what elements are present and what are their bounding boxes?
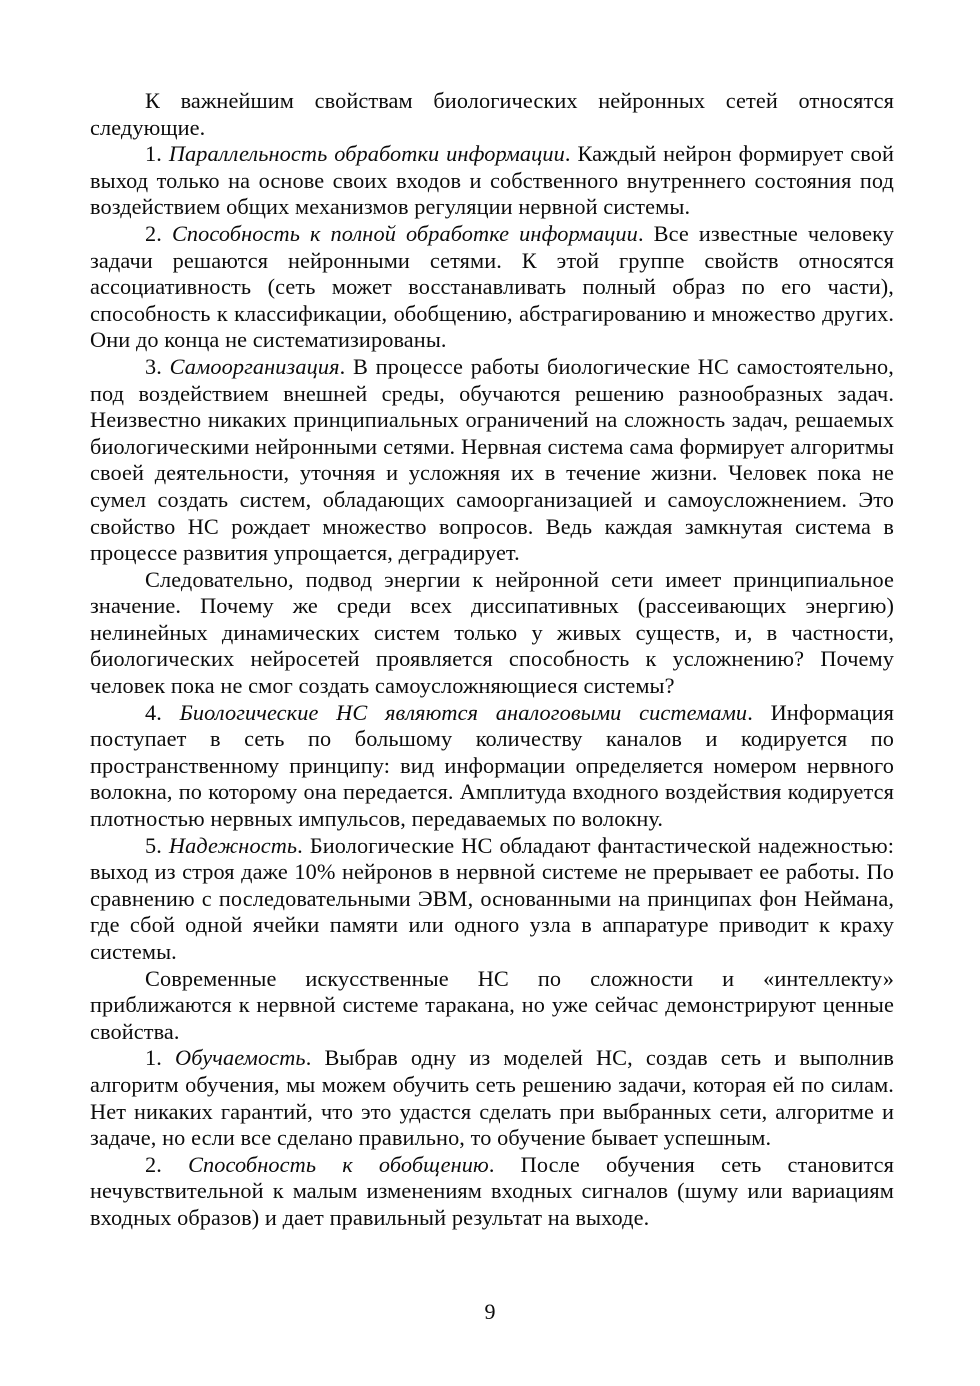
paragraph-item-2-generalization xyxy=(90,1152,894,1232)
item-title-italic: Самоорганизация xyxy=(169,353,340,379)
list-number: 4. xyxy=(145,699,180,725)
item-title-italic: Обучаемость xyxy=(175,1045,306,1071)
paragraph-item-5-reliability xyxy=(90,833,894,966)
paragraph-item-2-full-processing xyxy=(90,221,894,354)
paragraph-text: . После обучения сеть становится нечувствительной к малым изменениям входных сигналов (шуму или вариациям входных образов) и дает правильный результат на выходе. xyxy=(90,1151,894,1230)
paragraph-item-4-analog-systems xyxy=(90,700,894,833)
paragraph-item-1-parallelism xyxy=(90,141,894,221)
page-number: 9 xyxy=(484,1299,496,1324)
paragraph-text: . Все известные человеку задачи решаются нейронными сетями. К этой группе свойств относятся ассоциативность (сеть может восстанавливать полный образ по его части), способность к классификации, обобщению, абстрагированию и множество других. Они до конца не систематизированы. xyxy=(90,220,894,353)
item-title-italic: Способность к полной обработке информации xyxy=(171,220,638,246)
list-number: 1. xyxy=(145,1045,176,1071)
paragraph-text: . Выбрав одну из моделей НС, создав сеть и выполнив алгоритм обучения, мы можем обучить сеть решению задачи, которая ей по силам. Нет никаких гарантий, что это удастся сделать при выбранных сети, алгоритме и задаче, но если все сделано правильно, то обучение бывает успешным. xyxy=(90,1045,894,1151)
body-text xyxy=(90,88,894,1232)
list-number: 2. xyxy=(145,220,172,246)
paragraph-text: . Биологические НС обладают фантастической надежностью: выход из строя даже 10% нейронов в нервной системе не прерывает ее работы. По сравнению с последовательными ЭВМ, основанными на принципах фон Неймана, где сбой одной ячейки памяти или одного узла в аппаратуре приводит к краху системы. xyxy=(90,832,894,964)
paragraph-item-1-learnability xyxy=(90,1045,894,1151)
paragraph-energy xyxy=(90,567,894,700)
paragraph-text: . Каждый нейрон формирует свой выход только на основе своих входов и собственного внутреннего состояния под воздействием общих механизмов регуляции нервной системы. xyxy=(90,141,894,220)
list-number: 2. xyxy=(145,1151,189,1177)
list-number: 3. xyxy=(145,353,170,379)
item-title-italic: Биологические НС являются аналоговыми системами xyxy=(179,699,748,725)
item-title-italic: Способность к обобщению xyxy=(188,1151,489,1177)
paragraph-item-3-self-organization xyxy=(90,354,894,567)
paragraph-modern-ns xyxy=(90,966,894,1046)
item-title-italic: Надежность xyxy=(168,832,298,858)
list-number: 5. xyxy=(145,832,169,858)
paragraph-text: . Информация поступает в сеть по большому количеству каналов и кодируется по пространственному принципу: вид информации определяется номером нервного волокна, по которому она передается. Амплитуда входного воздействия кодируется плотностью нервных импульсов, передаваемых по волокну. xyxy=(90,699,895,832)
paragraph-intro xyxy=(90,88,894,141)
paragraph-text: К важнейшим свойствам биологических нейронных сетей относятся следующие. xyxy=(90,88,894,140)
paragraph-text: Следовательно, подвод энергии к нейронной сети имеет принципиальное значение. Почему же среди всех диссипативных (рассеивающих энергию) нелинейных динамических систем только у живых существ, и, в частности, биологических нейросетей проявляется способность к усложнению? Почему человек пока не смог создать самоусложняющиеся системы? xyxy=(90,566,894,699)
list-number: 1. xyxy=(145,141,169,167)
paragraph-text: Современные искусственные НС по сложности и «интеллекту» приближаются к нервной системе таракана, но уже сейчас демонстрируют ценные свойства. xyxy=(90,965,894,1044)
paragraph-text: . В процессе работы биологические НС самостоятельно, под воздействием внешней среды, обучаются решению разнообразных задач. Неизвестно никаких принципиальных ограничений на сложность задач, решаемых биологическими нейронными сетями. Нервная система сама формирует алгоритмы своей деятельности, уточняя и усложняя их в течение жизни. Человек пока не сумел создать систем, обладающих самоорганизацией и самоусложнением. Это свойство НС рождает множество вопросов. Ведь каждая замкнутая система в процессе развития упрощается, деградирует. xyxy=(90,353,894,566)
item-title-italic: Параллельность обработки информации xyxy=(168,141,565,167)
